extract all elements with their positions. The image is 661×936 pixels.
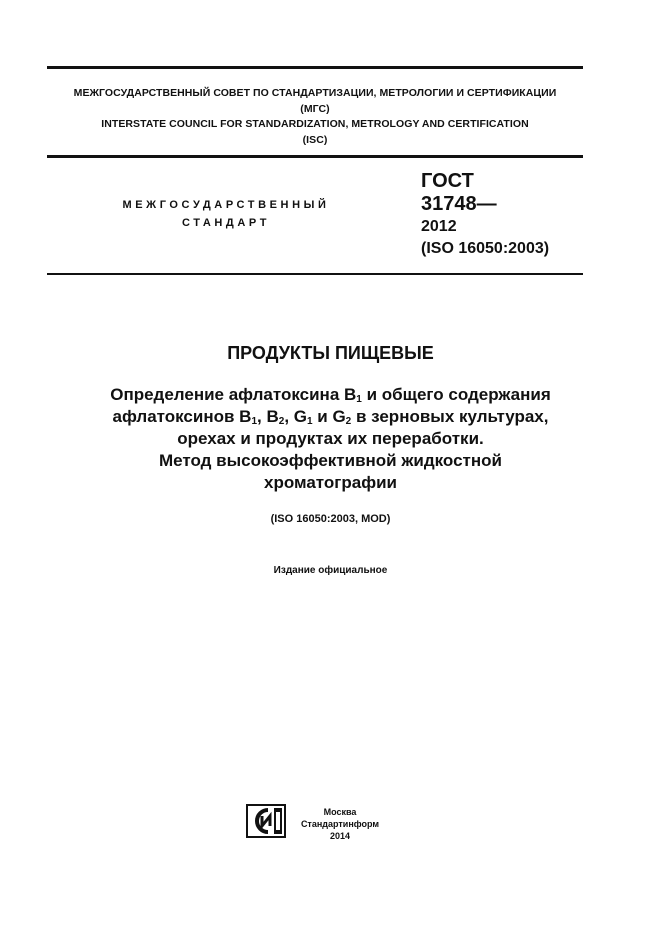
iso-reference: (ISO 16050:2003, MOD) bbox=[270, 513, 391, 525]
standard-type-line2: СТАНДАРТ bbox=[181, 217, 271, 229]
standard-type bbox=[100, 196, 352, 232]
publisher-city: Москва bbox=[323, 807, 357, 817]
subtitle-line2: афлатоксинов $B_1$, $B_2$, $G_1$ и $G_2$ в зерновых культурах, bbox=[112, 407, 549, 427]
subtitle bbox=[40, 384, 621, 494]
gost-year: 2012 bbox=[421, 218, 457, 235]
council-en-name: INTERSTATE COUNCIL FOR STANDARDIZATION, METROLOGY AND CERTIFICATION bbox=[101, 118, 529, 130]
gost-designation: ГОСТ bbox=[421, 170, 474, 192]
standartinform-logo-icon bbox=[246, 804, 286, 838]
publisher-year: 2014 bbox=[329, 831, 351, 841]
subtitle-line5: хроматографии bbox=[264, 473, 397, 492]
subtitle-line1: Определение афлатоксина $B_1$ и общего содержания bbox=[110, 385, 551, 405]
gost-iso-equivalent: (ISO 16050:2003) bbox=[421, 240, 550, 257]
main-title: ПРОДУКТЫ ПИЩЕВЫЕ bbox=[227, 343, 434, 363]
top-rule bbox=[47, 66, 583, 69]
gost-designation-block bbox=[421, 170, 549, 260]
publisher-imprint bbox=[296, 806, 384, 842]
edition-note: Издание официальное bbox=[273, 565, 388, 576]
council-en-abbr: (ISC) bbox=[302, 133, 328, 146]
council-ru-name: МЕЖГОСУДАРСТВЕННЫЙ СОВЕТ ПО СТАНДАРТИЗАЦИИ, МЕТРОЛОГИИ И СЕРТИФИКАЦИИ bbox=[73, 87, 557, 99]
middle-rule bbox=[47, 155, 583, 158]
gost-number: 31748— bbox=[421, 193, 497, 215]
council-header bbox=[47, 86, 583, 148]
subtitle-line4: Метод высокоэффективной жидкостной bbox=[159, 451, 502, 470]
bottom-rule bbox=[47, 273, 583, 275]
council-ru-abbr: (МГС) bbox=[300, 102, 330, 115]
subtitle-line3: орехах и продуктах их переработки. bbox=[177, 429, 484, 448]
standard-type-line1: МЕЖГОСУДАРСТВЕННЫЙ bbox=[122, 199, 330, 211]
publisher-name: Стандартинформ bbox=[300, 819, 380, 829]
